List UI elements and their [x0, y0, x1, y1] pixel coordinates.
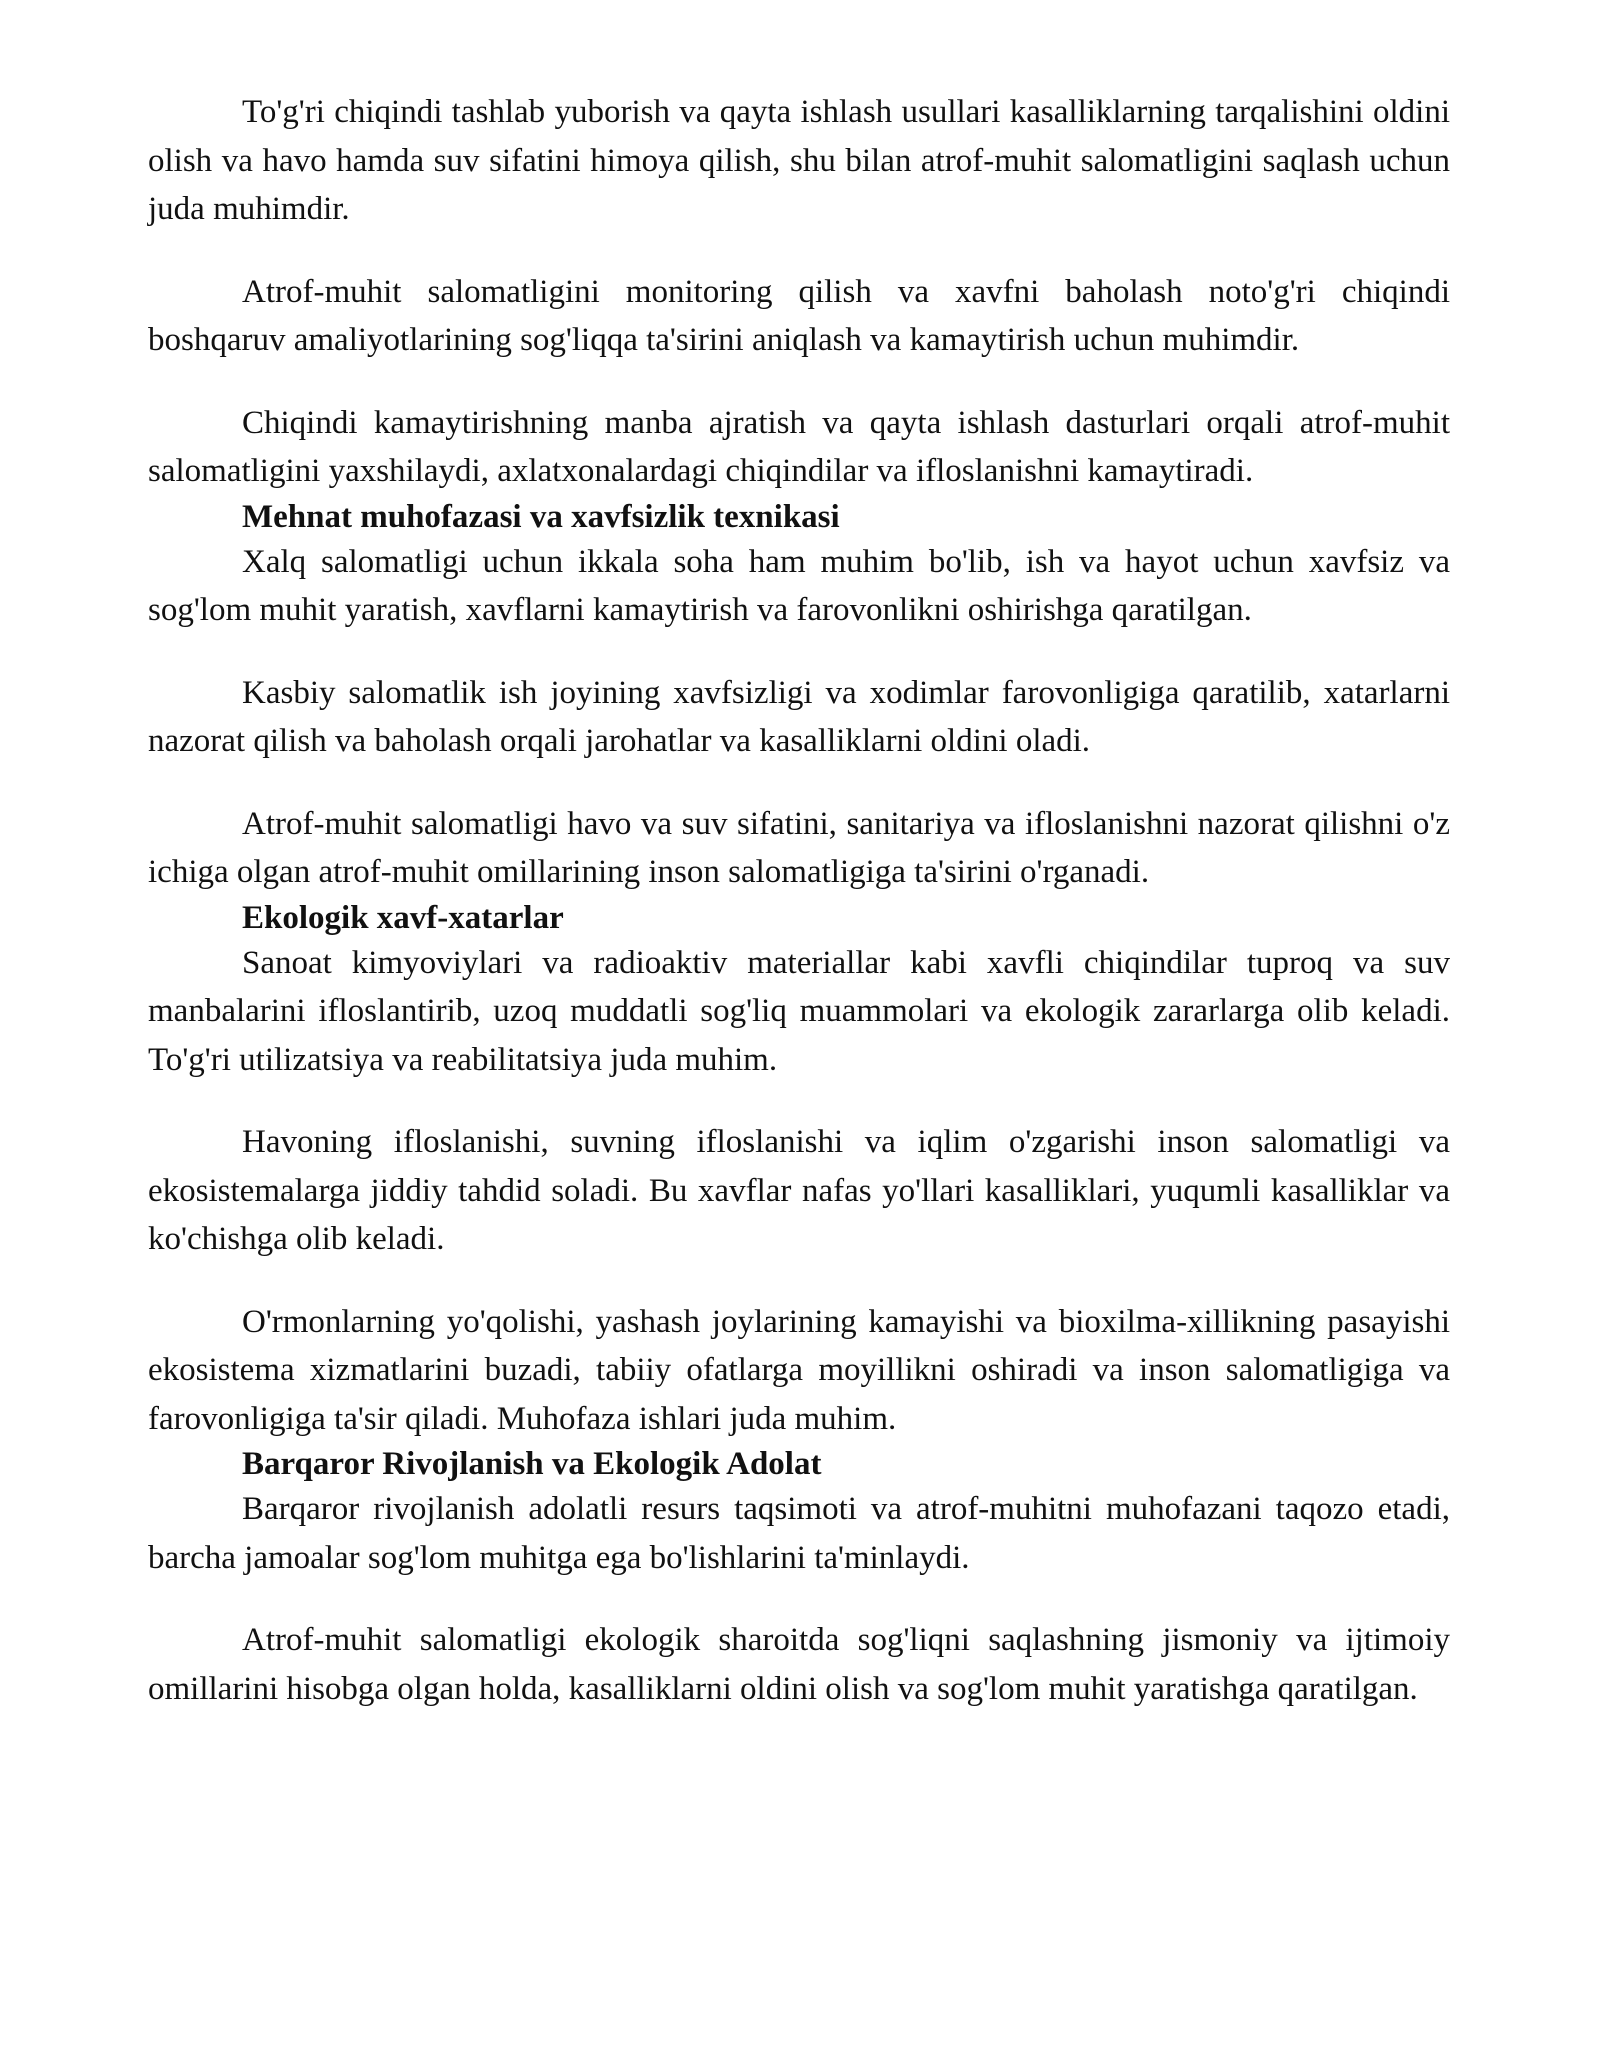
paragraph-hazardous-waste: Sanoat kimyoviylari va radioaktiv materiallar kabi xavfli chiqindilar tuproq va suv manbalarini ifloslantirib, uzoq muddatli sog'liq muammolari va ekologik zararlarga olib keladi. To'g'ri utilizatsiya va reabilitatsiya juda muhim.	[148, 944, 1450, 1078]
paragraph-pollution-climate: Havoning ifloslanishi, suvning ifloslanishi va iqlim o'zgarishi inson salomatligi va ekosistemalarga jiddiy tahdid soladi. Bu xavflar nafas yo'llari kasalliklari, yuqumli kasalliklar va ko'chishga olib keladi.	[148, 1124, 1450, 1257]
paragraph-waste-reduction: Chiqindi kamaytirishning manba ajratish va qayta ishlash dasturlari orqali atrof-muhit salomatligini yaxshilaydi, axlatxonalardagi chiqindilar va ifloslanishni kamaytiradi.	[148, 404, 1450, 489]
paragraph-waste-disposal: To'g'ri chiqindi tashlab yuborish va qayta ishlash usullari kasalliklarning tarqalishini oldini olish va havo hamda suv sifatini himoya qilish, shu bilan atrof-muhit salomatligini saqlash uchun juda muhimdir.	[148, 94, 1450, 227]
paragraph-public-health: Xalq salomatligi uchun ikkala soha ham muhim bo'lib, ish va hayot uchun xavfsiz va sog'lom muhit yaratish, xavflarni kamaytirish va farovonlikni oshirishga qaratilgan.	[148, 543, 1450, 628]
paragraph-occupational-health: Kasbiy salomatlik ish joyining xavfsizligi va xodimlar farovonligiga qaratilib, xatarlarni nazorat qilish va baholash orqali jarohatlar va kasalliklarni oldini oladi.	[148, 674, 1450, 759]
section-heading-sustainable-development: Barqaror Rivojlanish va Ekologik Adolat	[242, 1446, 822, 1482]
section-heading-ecological-hazards: Ekologik xavf-xatarlar	[242, 899, 564, 936]
paragraph-environmental-health: Atrof-muhit salomatligi havo va suv sifatini, sanitariya va ifloslanishni nazorat qilishni o'z ichiga olgan atrof-muhit omillarining inson salomatligiga ta'sirini o'rganadi.	[148, 805, 1450, 890]
paragraph-deforestation: O'rmonlarning yo'qolishi, yashash joylarining kamayishi va bioxilma-xillikning pasayishi ekosistema xizmatlarini buzadi, tabiiy ofatlarga moyillikni oshiradi va inson salomatligiga va farovonligiga ta'sir qiladi. Muhofaza ishlari juda muhim.	[148, 1303, 1450, 1437]
paragraph-health-monitoring: Atrof-muhit salomatligini monitoring qilish va xavfni baholash noto'g'ri chiqindi boshqaruv amaliyotlarining sog'liqqa ta'sirini aniqlash va kamaytirish uchun muhimdir.	[148, 273, 1450, 358]
document-page	[148, 88, 1450, 1713]
section-heading-occupational-safety: Mehnat muhofazasi va xavfsizlik texnikasi	[242, 498, 840, 535]
paragraph-environmental-conditions: Atrof-muhit salomatligi ekologik sharoitda sog'liqni saqlashning jismoniy va ijtimoiy omillarini hisobga olgan holda, kasalliklarni oldini olish va sog'lom muhit yaratishga qaratilgan.	[148, 1622, 1450, 1707]
paragraph-sustainable-development: Barqaror rivojlanish adolatli resurs taqsimoti va atrof-muhitni muhofazani taqozo etadi, barcha jamoalar sog'lom muhitga ega bo'lishlarini ta'minlaydi.	[148, 1491, 1450, 1576]
